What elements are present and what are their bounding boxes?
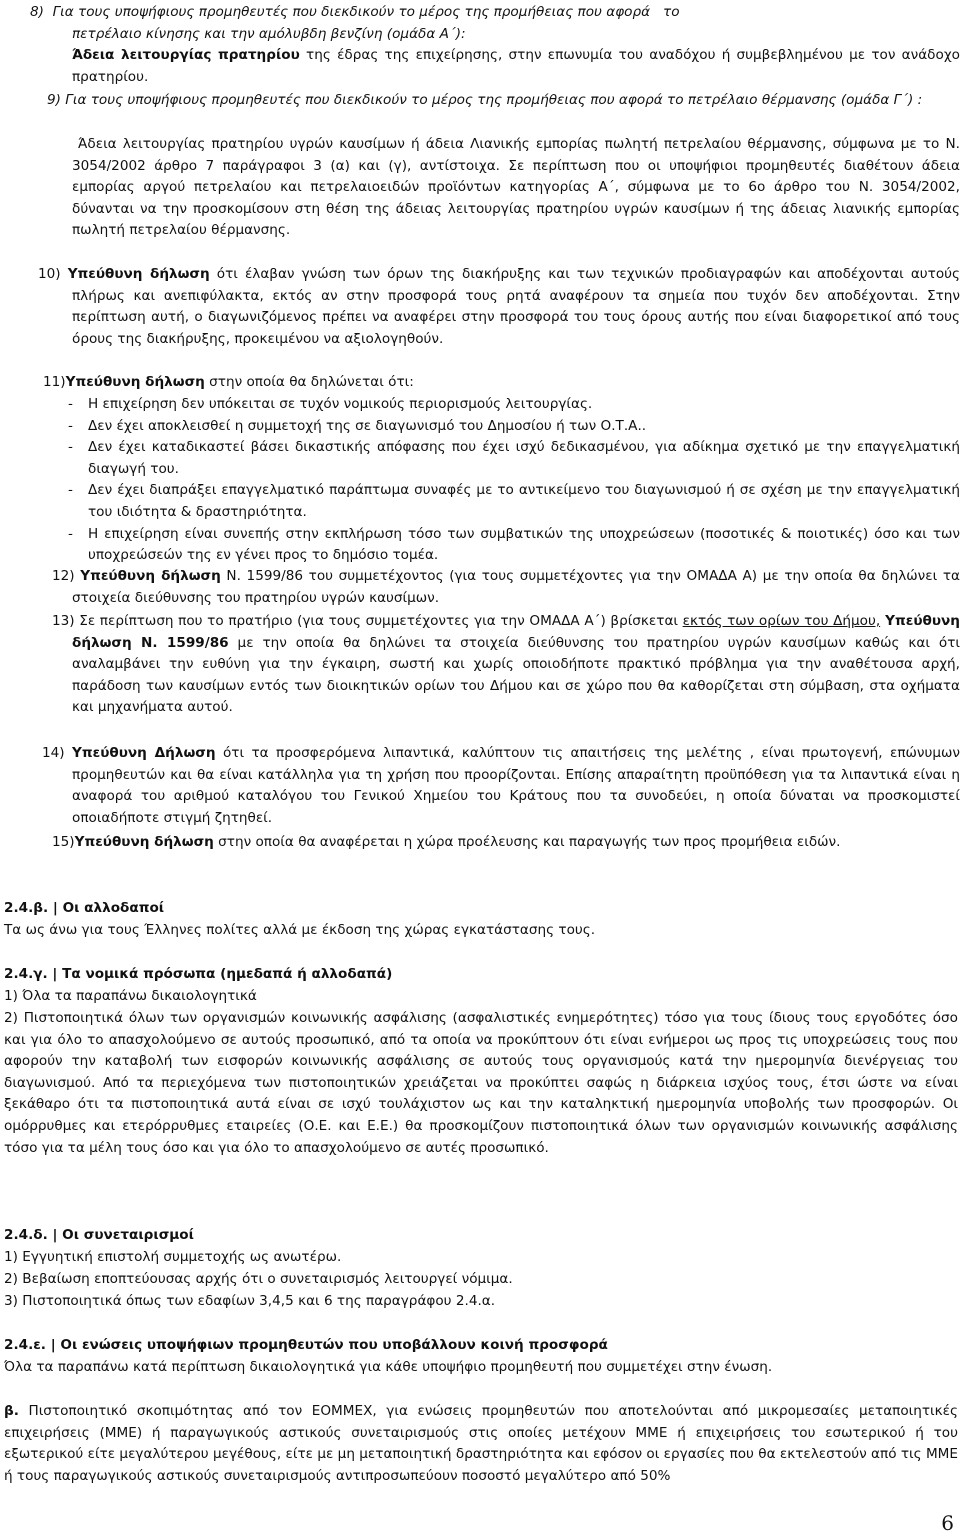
item-10 (38, 264, 960, 350)
item-13-text2: με την οποία θα δηλώνει τα στοιχεία διεύθυνσης του πρατηρίου υγρών καυσίμων καθώς και ότι αναλαμβάνει την ευθύνη για την έγκαιρη, σωστή και χωρίς οποιοδήποτε πρακτικό πρόβλημα για την αναθέτουσα αρχή, παράδοση των καυσίμων εντός των διοικητικών ορίων του Δήμου και σε χώρο που θα καθορίζεται στη σύμβαση, στα οχήματα και μηχανήματα αυτού. (72, 634, 960, 716)
item-12 (52, 566, 960, 609)
section-24g-p1: 1) Όλα τα παραπάνω δικαιολογητικά (4, 988, 257, 1004)
item-13-text1: Σε περίπτωση που το πρατήριο (για τους συμμετέχοντες για την ΟΜΑΔΑ Α΄) βρίσκεται (74, 613, 683, 629)
section-24e-p2 (4, 1401, 958, 1487)
item-10-bold: Υπεύθυνη δήλωση (67, 266, 210, 282)
item-13 (52, 611, 960, 719)
item-8-line2: πετρέλαιο κίνησης και την αμόλυβδη βενζίνη (ομάδα Α΄): (72, 26, 466, 42)
item-13-underline: εκτός των ορίων του Δήμου, (682, 613, 881, 629)
item-15-bold: Υπεύθυνη δήλωση (74, 834, 214, 850)
section-24d-p2: 2) Βεβαίωση εποπτεύουσας αρχής ότι ο συνεταιρισμός λειτουργεί νόμιμα. (4, 1271, 513, 1287)
item-11-num: 11) (43, 374, 66, 390)
bullet-item: - Η επιχείρηση δεν υπόκειται σε τυχόν νομικούς περιορισμούς λειτουργίας. (68, 396, 593, 412)
item-11-bullets (68, 394, 960, 567)
section-heading-24e: 2.4.ε. | Οι ενώσεις υποψήφιων προμηθευτών που υποβάλλουν κοινή προσφορά (4, 1337, 608, 1353)
item-8-body (72, 45, 960, 88)
item-15-num: 15) (52, 834, 75, 850)
section-heading-24d: 2.4.δ. | Οι συνεταιρισμοί (4, 1227, 194, 1243)
item-14-num: 14) (42, 745, 65, 761)
item-11-text: στην οποία θα δηλώνεται ότι: (204, 374, 414, 390)
section-heading-24b: 2.4.β. | Οι αλλοδαποί (4, 900, 165, 916)
item-12-bold: Υπεύθυνη δήλωση (80, 568, 221, 584)
item-11 (43, 372, 960, 394)
page-number: 6 (941, 1511, 954, 1535)
item-14-text: ότι τα προσφερόμενα λιπαντικά, καλύπτουν τις απαιτήσεις της μελέτης , είναι πρωτογενή, επώνυμων προμηθευτών και θα είναι κατάλληλα για τη χρήση που προορίζονται. Επίσης απαραίτητη προϋπόθεση για τα λιπαντικά είναι η αναφορά του αριθμού καταλόγου του Γενικού Χημείου του Κράτους που τα συνοδεύει, η οποία δύναται να προσκομιστεί οποιαδήποτε στιγμή ζητηθεί. (72, 745, 960, 826)
item-8-bold: Άδεια λειτουργίας πρατηρίου (72, 47, 300, 63)
section-24e-p2-text: Πιστοποιητικό σκοπιμότητας από τον ΕΟΜΜΕΧ, για ενώσεις προμηθευτών που αποτελούνται από μικρομεσαίες μεταποιητικές επιχειρήσεις (ΜΜΕ) ή παραγωγικούς αστικούς συνεταιρισμούς στις οποίες μετέχουν ΜΜΕ ή επιχειρήσεις του εσωτερικού ή του εξωτερικού είτε μεγαλύτερου μεγέθους, είτε με μη μεταποιητική δραστηριότητα και εφόσον οι εργασίες που θα εκτελεστούν από τις ΜΜΕ ή τους παραγωγικούς αστικούς συνεταιρισμούς αντιπροσωπεύουν ποσοστό μεγαλύτερο από 50% (4, 1403, 958, 1484)
section-24d-p3: 3) Πιστοποιητικά όπως των εδαφίων 3,4,5 και 6 της παραγράφου 2.4.α. (4, 1293, 496, 1309)
item-8-line1: 8) Για τους υποψήφιους προμηθευτές που διεκδικούν το μέρος της προμήθειας που αφορά το (30, 4, 680, 20)
item-8-text: της έδρας της επιχείρησης, στην επωνυμία του αναδόχου ή συμβεβλημένου με τον ανάδοχο πρατηρίου. (72, 47, 960, 85)
bullet-item: - Δεν έχει αποκλεισθεί η συμμετοχή της σε διαγωνισμό του Δημοσίου ή των Ο.Τ.Α.. (68, 417, 647, 434)
section-24e-beta: β. (4, 1403, 19, 1419)
item-9-intro: 9) Για τους υποψήφιους προμηθευτές που διεκδικούν το μέρος της προμήθειας που αφορά το πετρέλαιο θέρμανσης (ομάδα Γ΄) : (47, 92, 923, 108)
section-24b-text: Τα ως άνω για τους Έλληνες πολίτες αλλά με έκδοση της χώρας εγκατάστασης τους. (4, 922, 596, 938)
item-13-bold: Υπεύθυνη δήλωση Ν. 1599/86 (72, 613, 960, 651)
item-15-text: στην οποία θα αναφέρεται η χώρα προέλευσης και παραγωγής των προς προμήθεια ειδών. (213, 834, 841, 850)
section-24g-p2: 2) Πιστοποιητικά όλων των οργανισμών κοινωνικής ασφάλισης (ασφαλιστικές ενημερότητες) τόσο για τους ίδιους τους εργοδότες όσο και για όλο το απασχολούμενο σε αυτούς προσωπικό, από τα οποία να προκύπτουν ότι είναι ενήμεροι ως προς τις υποχρεώσεις τους που αφορούν την καταβολή των εισφορών κοινωνικής ασφάλισης σε αυτούς τους οργανισμούς κατά την ημερομηνία διενέργειας του διαγωνισμού. Από τα περιεχόμενα των πιστοποιητικών χρειάζεται να προκύπτει σαφώς η διάρκεια ισχύος τους, έτσι ώστε να είναι ξεκάθαρο ότι τα πιστοποιητικά αυτά είναι σε ισχύ τουλάχιστον ως και την καταληκτική ημερομηνία υποβολής των προσφορών. Οι ομόρρυθμες και ετερόρρυθμες εταιρείες (Ο.Ε. και Ε.Ε.) θα προσκομίζουν πιστοποιητικά όλων των οργανισμών κοινωνικής ασφάλισης τόσο για τα μέλη τους όσο και για όλο το απασχολούμενο σε αυτές προσωπικό. (4, 1010, 958, 1156)
item-13-num: 13) (52, 613, 75, 629)
item-9-body: Άδεια λειτουργίας πρατηρίου υγρών καυσίμων ή άδεια Λιανικής εμπορίας πωλητή πετρελαίου θέρμανσης, σύμφωνα με το Ν. 3054/2002 άρθρο 7 παράγραφοι 3 (α) και (γ), αντίστοιχα. Σε περίπτωση που οι υποψήφιοι προμηθευτές διαθέτουν άδεια εμπορίας αργού πετρελαίου και πετρελαιοειδών προϊόντων κατηγορίας Α΄, σύμφωνα με το 6ο άρθρο του Ν. 3054/2002, δύνανται να την προσκομίσουν στη θέση της άδειας λειτουργίας πρατηρίου υγρών καυσίμων ή της άδειας λιανικής εμπορίας πωλητή πετρελαίου θέρμανσης. (72, 136, 960, 239)
section-24e-p1: Όλα τα παραπάνω κατά περίπτωση δικαιολογητικά για κάθε υποψήφιο προμηθευτή που συμμετέχει στην ένωση. (4, 1359, 773, 1375)
bullet-item: - Δεν έχει διαπράξει επαγγελματικό παράπτωμα συναφές με το αντικείμενο του διαγωνισμού ή σε σχέση με την επαγγελματική του ιδιότητα & δραστηριότητα. (68, 482, 960, 520)
bullet-item: - Η επιχείρηση είναι συνεπής στην εκπλήρωση τόσο των συμβατικών της υποχρεώσεων (ποσοτικές & ποιοτικές) όσο και των υποχρεώσεών της εν γένει προς το δημόσιο τομέα. (68, 525, 960, 564)
section-24d-p1: 1) Εγγυητική επιστολή συμμετοχής ως ανωτέρω. (4, 1249, 342, 1265)
item-14-bold: Υπεύθυνη Δήλωση (72, 745, 216, 761)
item-10-text: ότι έλαβαν γνώση των όρων της διακήρυξης και των τεχνικών προδιαγραφών και αποδέχονται αυτούς πλήρως και ανεπιφύλακτα, εκτός αν στην προσφορά τους ρητά αναφέρουν τα σημεία που τυχόν δεν αποδέχονται. Στην περίπτωση αυτή, ο διαγωνιζόμενος πρέπει να αναφέρει στην προσφορά του τους όρους αυτής που είναι διαφορετικοί από τους όρους της διακήρυξης, προκειμένου να αξιολογηθούν. (72, 266, 960, 347)
item-15 (52, 832, 960, 854)
item-12-text: Ν. 1599/86 του συμμετέχοντος (για τους συμμετέχοντες για την ΟΜΑΔΑ Α) με την οποία θα δηλώνει τα στοιχεία διεύθυνσης του πρατηρίου υγρών καυσίμων. (72, 568, 960, 606)
item-12-num: 12) (52, 568, 75, 584)
bullet-item: - Δεν έχει καταδικαστεί βάσει δικαστικής απόφασης που έχει ισχύ δεδικασμένου, για αδίκημα σχετικό με την επαγγελματική διαγωγή του. (68, 439, 960, 477)
item-11-bold: Υπεύθυνη δήλωση (65, 374, 205, 390)
item-10-num: 10) (38, 266, 61, 282)
section-heading-24g: 2.4.γ. | Τα νομικά πρόσωπα (ημεδαπά ή αλλοδαπά) (4, 966, 393, 982)
item-14 (42, 743, 960, 829)
